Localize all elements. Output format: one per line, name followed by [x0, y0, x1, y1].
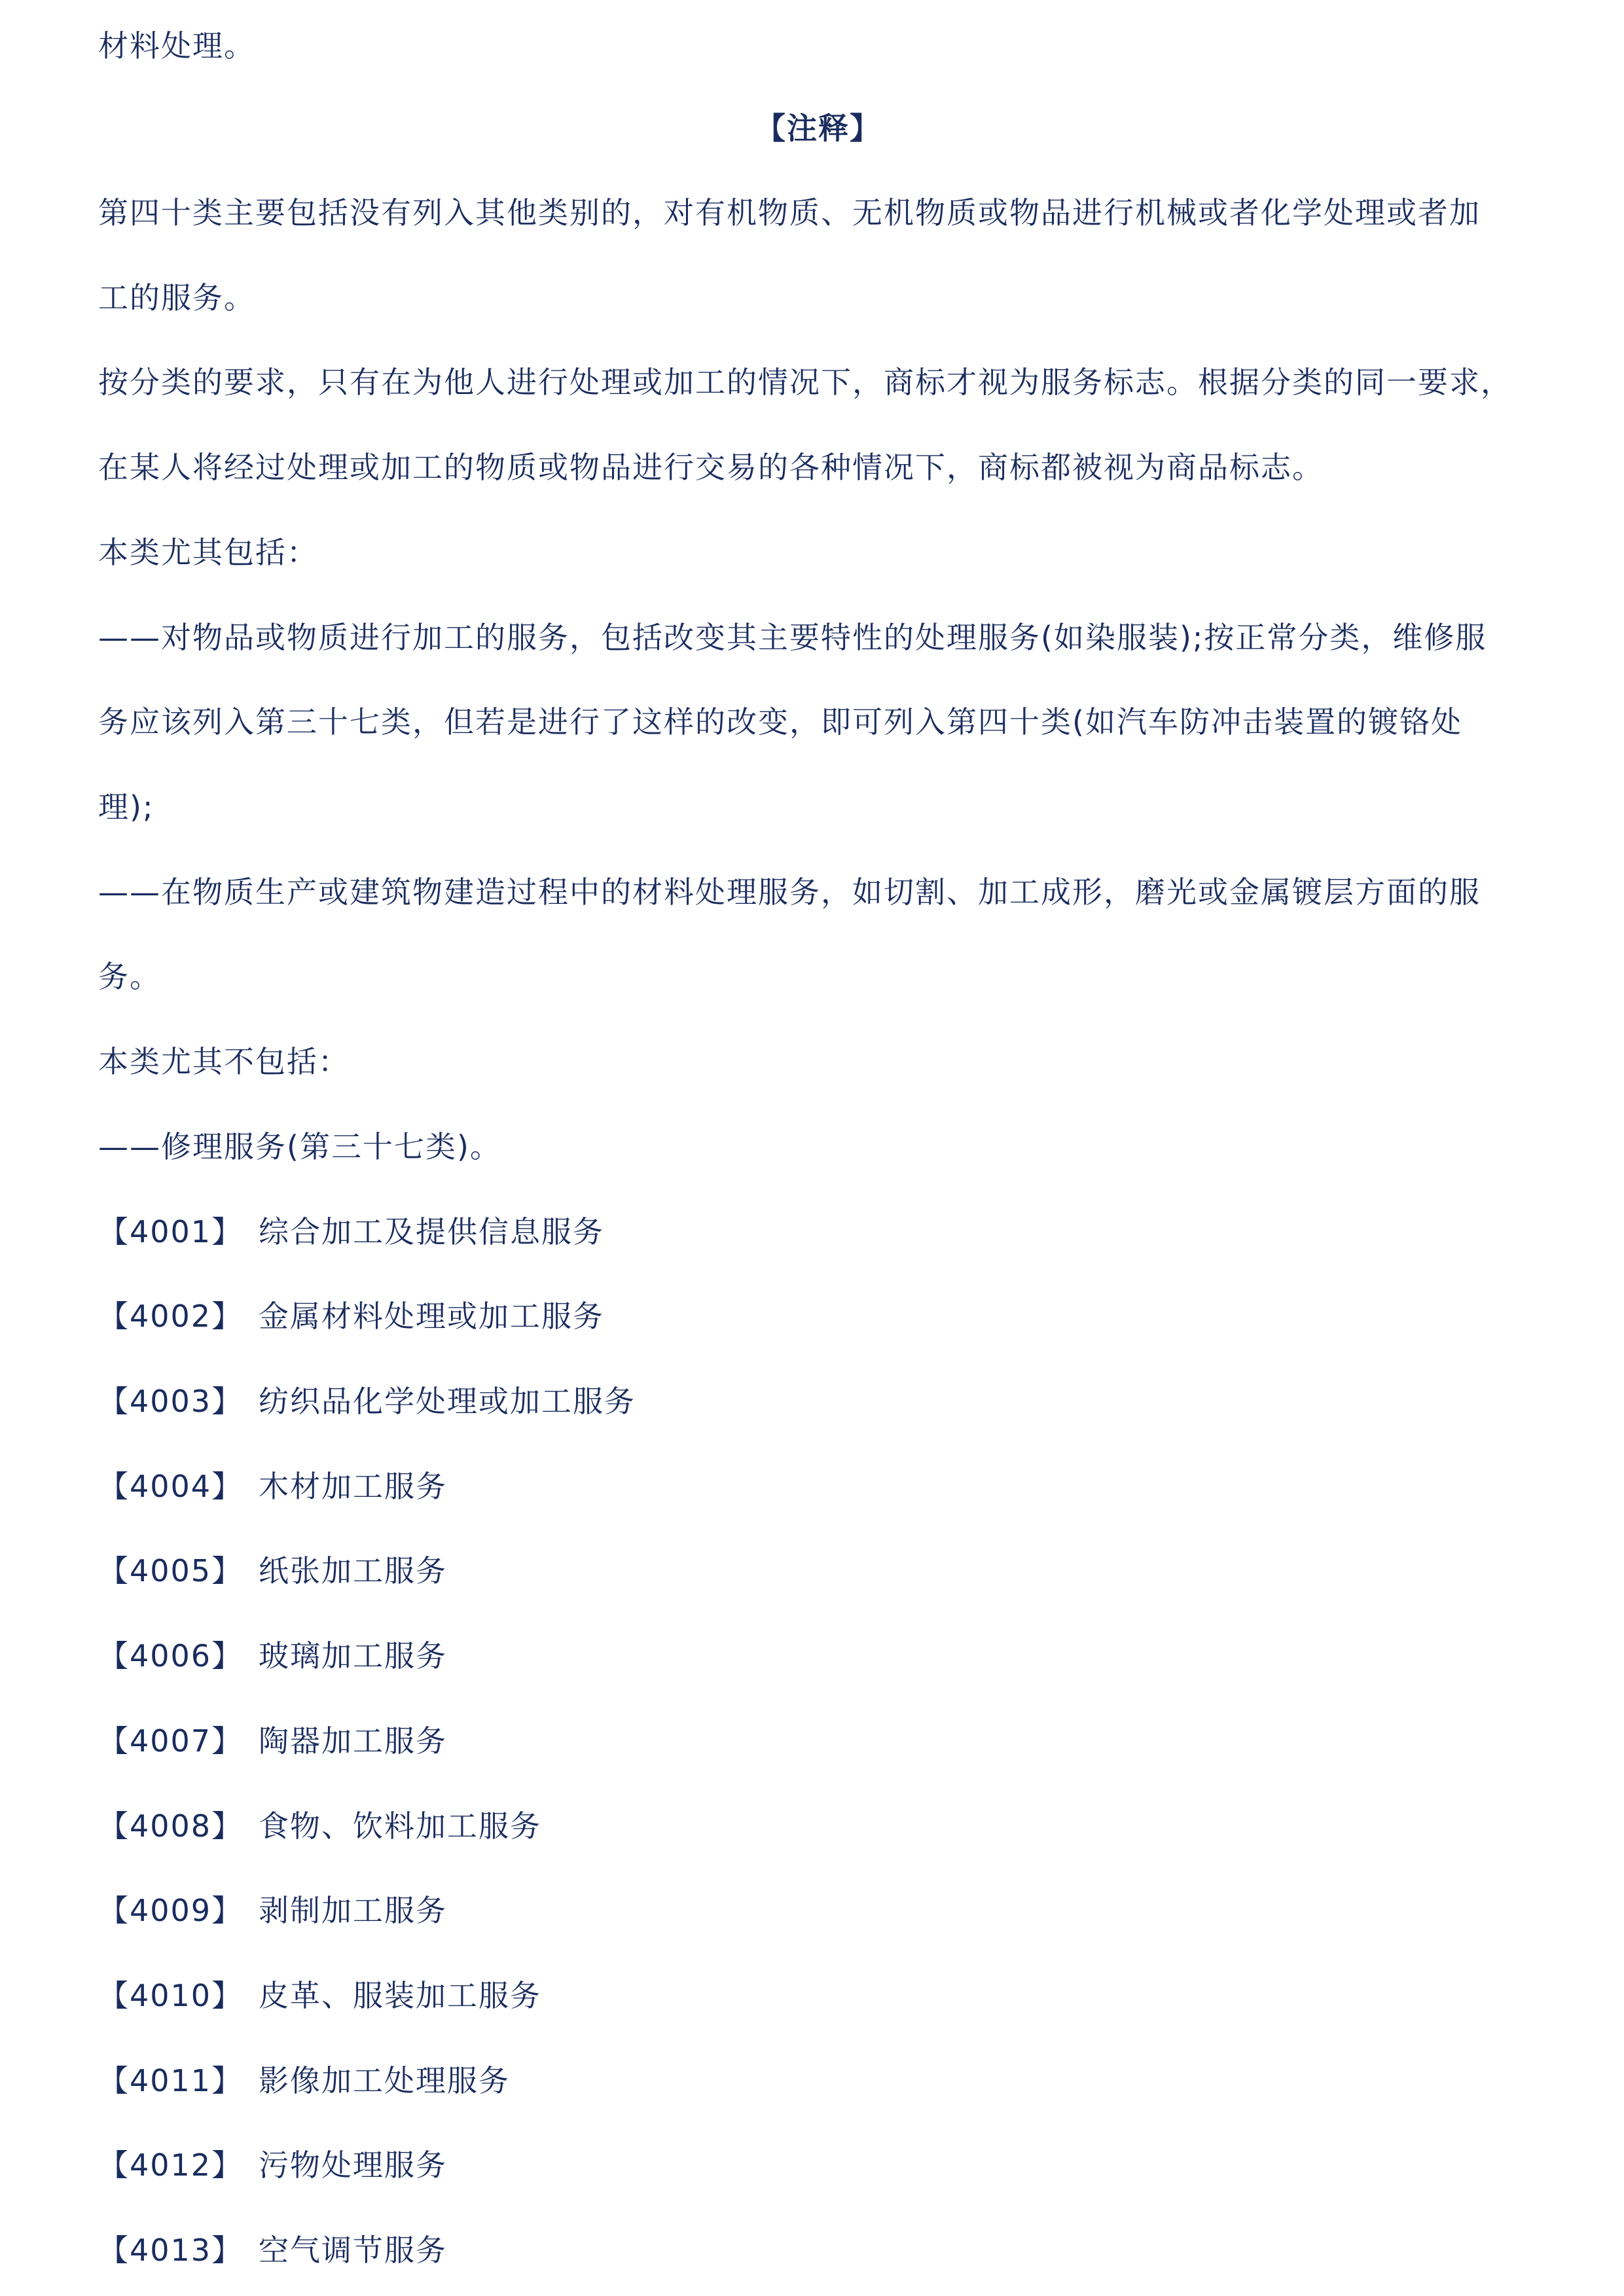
group-code: 【4012】: [98, 2147, 244, 2183]
group-item: [98, 2145, 447, 2185]
group-code: 【4009】: [98, 1893, 244, 1928]
group-code: 【4001】: [98, 1214, 244, 1249]
group-code: 【4008】: [98, 1808, 244, 1844]
group-item: [98, 1297, 604, 1336]
group-name: 综合加工及提供信息服务: [259, 1214, 604, 1249]
group-code: 【4007】: [98, 1723, 244, 1759]
group-code: 【4005】: [98, 1553, 244, 1588]
includes-item-line: ——在物质生产或建筑物建造过程中的材料处理服务，如切割、加工成形，磨光或金属镀层方面的服: [98, 874, 1481, 910]
group-item: [98, 2231, 447, 2270]
includes-heading: 本类尤其包括：: [98, 535, 318, 570]
excludes-heading: 本类尤其不包括：: [98, 1044, 350, 1079]
section-heading: 【注释】: [755, 111, 881, 146]
group-name: 纸张加工服务: [259, 1553, 447, 1588]
continuation-line: 材料处理。: [98, 28, 255, 63]
group-name: 皮革、服装加工服务: [259, 1978, 541, 2013]
group-code: 【4013】: [98, 2233, 244, 2268]
note-paragraph-line: 按分类的要求，只有在为他人进行处理或加工的情况下，商标才视为服务标志。根据分类的同一要求，: [98, 365, 1512, 400]
document-page: [98, 0, 1538, 2296]
includes-item-line: 务应该列入第三十七类，但若是进行了这样的改变，即可列入第四十类(如汽车防冲击装置的镀铬处: [98, 704, 1462, 740]
group-item: [98, 1467, 447, 1506]
group-code: 【4011】: [98, 2063, 244, 2098]
group-code: 【4006】: [98, 1638, 244, 1674]
group-item: [98, 2061, 510, 2100]
group-name: 玻璃加工服务: [259, 1638, 447, 1674]
group-item: [98, 1721, 447, 1761]
group-name: 剥制加工服务: [259, 1893, 447, 1928]
group-name: 污物处理服务: [259, 2147, 447, 2183]
group-code: 【4003】: [98, 1384, 244, 1419]
note-paragraph-line: 工的服务。: [98, 280, 255, 315]
group-name: 空气调节服务: [259, 2233, 447, 2268]
group-item: [98, 1636, 447, 1676]
group-name: 食物、饮料加工服务: [259, 1808, 541, 1844]
group-item: [98, 1891, 447, 1930]
group-name: 木材加工服务: [259, 1469, 447, 1504]
group-item: [98, 1806, 541, 1846]
group-name: 金属材料处理或加工服务: [259, 1299, 604, 1334]
group-name: 影像加工处理服务: [259, 2063, 510, 2098]
includes-item-line: 务。: [98, 959, 161, 994]
group-name: 纺织品化学处理或加工服务: [259, 1384, 636, 1419]
group-code: 【4002】: [98, 1299, 244, 1334]
group-name: 陶器加工服务: [259, 1723, 447, 1759]
note-paragraph-line: 第四十类主要包括没有列入其他类别的，对有机物质、无机物质或物品进行机械或者化学处理或者加: [98, 195, 1481, 230]
note-paragraph-line: 在某人将经过处理或加工的物质或物品进行交易的各种情况下，商标都被视为商品标志。: [98, 450, 1324, 485]
group-item: [98, 1976, 541, 2015]
includes-item-line: ——对物品或物质进行加工的服务，包括改变其主要特性的处理服务(如染服装);按正常分类，维修服: [98, 620, 1487, 655]
group-item: [98, 1212, 604, 1251]
group-code: 【4010】: [98, 1978, 244, 2013]
group-item: [98, 1382, 636, 1421]
group-code: 【4004】: [98, 1469, 244, 1504]
group-item: [98, 1551, 447, 1590]
includes-item-line: 理);: [98, 789, 154, 825]
excludes-item-line: ——修理服务(第三十七类)。: [98, 1129, 501, 1164]
